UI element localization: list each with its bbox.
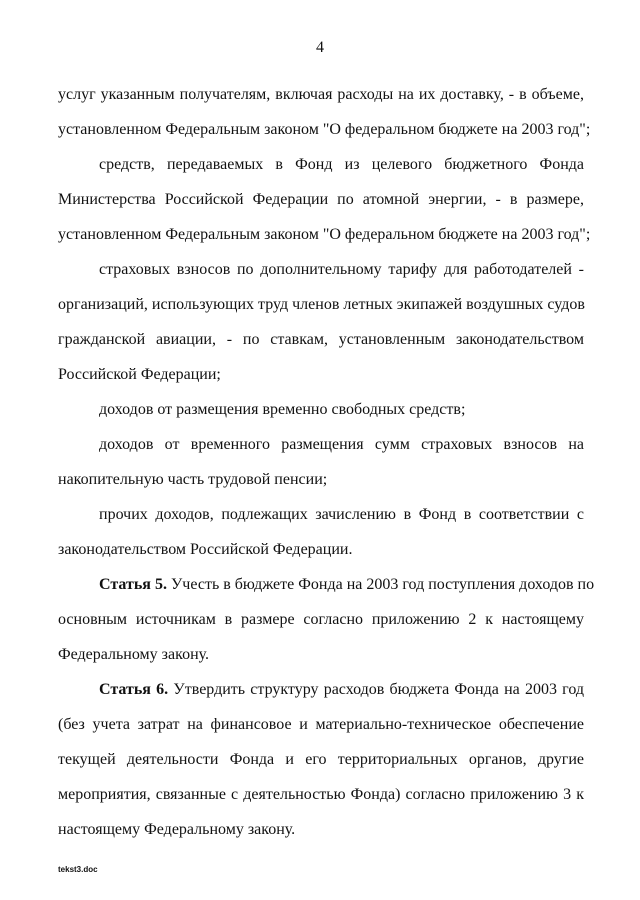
text-line: страховых взносов по дополнительному тарифу для работодателей - [99, 261, 584, 278]
article-5-first-line [58, 567, 595, 602]
text-line: Федеральному закону. [58, 646, 210, 663]
article-5-label: Статья 5. [99, 576, 167, 593]
article-6-text: Утвердить структуру расходов бюджета Фонда на 2003 год [173, 681, 585, 698]
article-5-text: Учесть в бюджете Фонда на 2003 год поступления доходов по [170, 576, 595, 593]
page-number: 4 [316, 39, 324, 56]
text-line: мероприятия, связанные с деятельностью Фонда) согласно приложению 3 к [58, 786, 584, 803]
text-line: прочих доходов, подлежащих зачислению в Фонд в соответствии с [99, 506, 584, 523]
text-line: услуг указанным получателям, включая расходы на их доставку, - в объеме, [58, 86, 584, 103]
text-line: настоящему Федеральному закону. [58, 821, 296, 838]
footer-filename: tekst3.doc [58, 865, 98, 874]
article-6-label: Статья 6. [99, 681, 169, 698]
text-line: Российской Федерации; [58, 366, 221, 383]
text-line: организаций, использующих труд членов летных экипажей воздушных судов [58, 296, 585, 313]
text-line: основным источникам в размере согласно приложению 2 к настоящему [58, 611, 584, 628]
text-line: гражданской авиации, - по ставкам, установленным законодательством [58, 331, 584, 348]
text-line: средств, передаваемых в Фонд из целевого бюджетного Фонда [99, 156, 584, 173]
text-line: текущей деятельности Фонда и его территориальных органов, другие [58, 751, 584, 768]
text-line: Министерства Российской Федерации по атомной энергии, - в размере, [58, 191, 584, 208]
text-line: доходов от размещения временно свободных средств; [99, 401, 466, 418]
text-line: (без учета затрат на финансовое и материально-техническое обеспечение [58, 716, 584, 733]
text-line: установленном Федеральным законом "О федеральном бюджете на 2003 год"; [58, 121, 591, 138]
document-body [58, 77, 595, 847]
text-line: накопительную часть трудовой пенсии; [58, 471, 328, 488]
article-6-first-line [58, 672, 584, 707]
text-line: установленном Федеральным законом "О федеральном бюджете на 2003 год"; [58, 226, 591, 243]
text-line: законодательством Российской Федерации. [58, 541, 353, 558]
text-line: доходов от временного размещения сумм страховых взносов на [99, 436, 584, 453]
